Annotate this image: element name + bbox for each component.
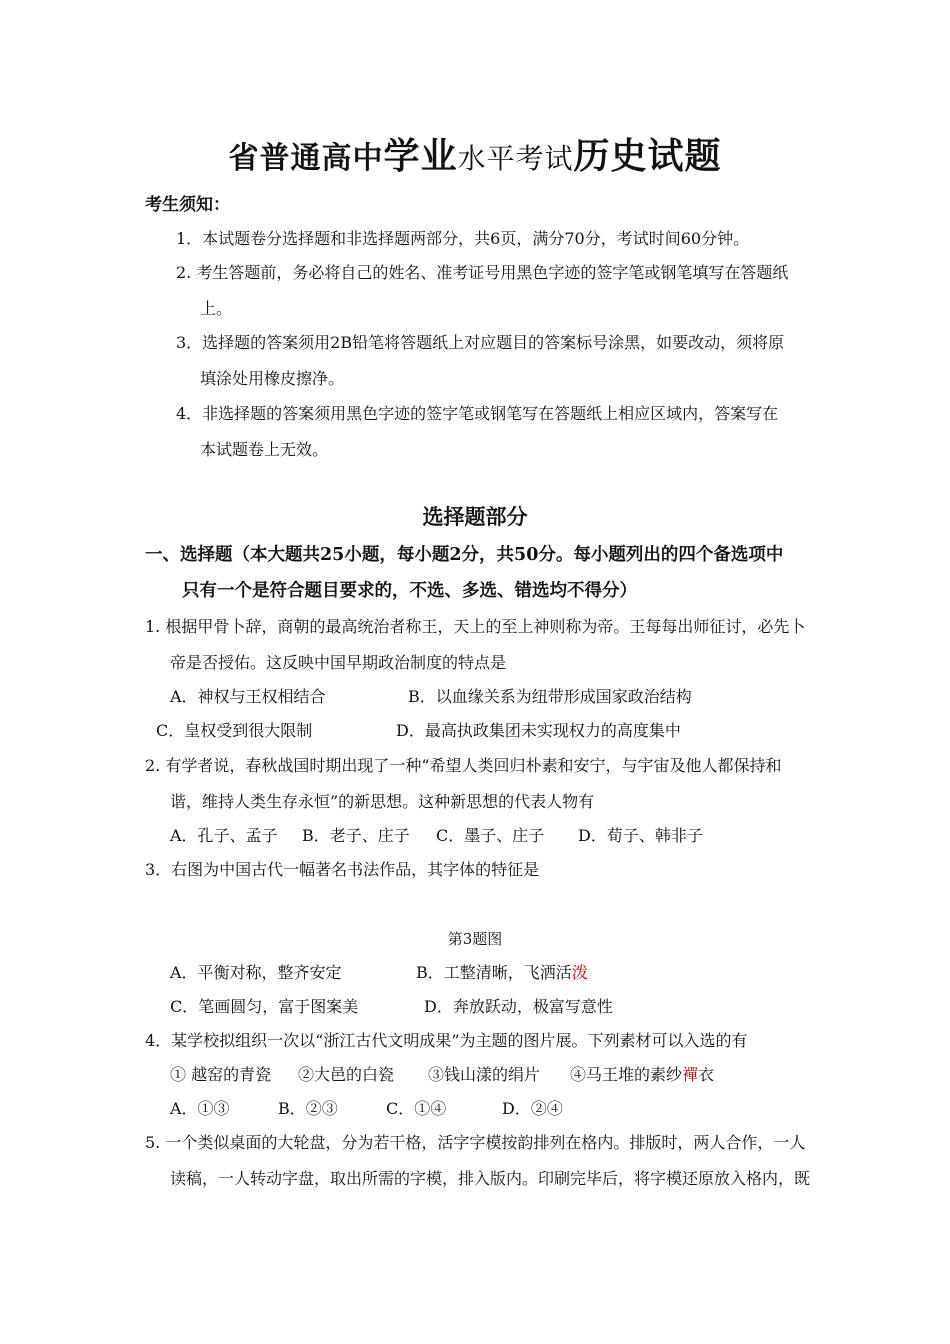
q4-item-2: ②大邑的白瓷	[298, 1065, 395, 1084]
notice-item: 1．本试题卷分选择题和非选择题两部分，共6页，满分70分，考试时间60分钟。	[176, 229, 750, 248]
q3-option-d: D．奔放跃动，极富写意性	[424, 997, 613, 1016]
notice-item: 填涂处用橡皮擦净。	[200, 369, 345, 388]
q2-stem-line-2: 谐，维持人类生存永恒”的新思想。这种新思想的代表人物有	[170, 792, 595, 811]
q1-option-b: B．以血缘关系为纽带形成国家政治结构	[408, 687, 692, 706]
notice-heading: 考生须知：	[145, 195, 230, 215]
section-instructions-line-1: 一、选择题（本大题共25小题，每小题2分，共50分。每小题列出的四个备选项中	[145, 545, 784, 565]
notice-item: 4．非选择题的答案须用黑色字迹的签字笔或钢笔写在答题纸上相应区域内，答案写在	[176, 404, 779, 423]
q2-option-a: A．孔子、孟子	[170, 826, 278, 845]
title-part-3: 水平考试	[457, 142, 574, 175]
q4-item-1: ① 越窑的青瓷	[170, 1065, 272, 1084]
q3-figure-caption: 第3题图	[447, 930, 503, 948]
q4-option-c: C．①④	[386, 1099, 447, 1118]
q3-option-c: C．笔画圆匀，富于图案美	[170, 997, 359, 1016]
q3-option-b-text: B．工整清晰，飞洒活	[416, 963, 572, 982]
q4-item-4-highlight: 襌	[682, 1065, 699, 1084]
q1-option-d: D．最高执政集团未实现权力的高度集中	[396, 721, 681, 740]
q1-option-c: C．皇权受到很大限制	[156, 721, 313, 740]
title-part-4: 历史试题	[573, 135, 722, 177]
notice-item: 2. 考生答题前，务必将自己的姓名、准考证号用黑色字迹的签字笔或钢笔填写在答题纸	[176, 263, 789, 282]
title-part-1: 省普通高中	[228, 141, 384, 176]
q2-option-d: D．荀子、韩非子	[578, 826, 703, 845]
q3-stem: 3．右图为中国古代一幅著名书法作品，其字体的特征是	[145, 860, 540, 879]
notice-item: 本试题卷上无效。	[200, 440, 329, 459]
section-instructions-line-2: 只有一个是符合题目要求的，不选、多选、错选均不得分）	[182, 581, 637, 601]
title-part-2: 学业	[383, 135, 458, 177]
page-title	[0, 128, 950, 179]
q3-option-b-highlight: 泼	[571, 963, 588, 982]
q4-stem: 4．某学校拟组织一次以“浙江古代文明成果”为主题的图片展。下列素材可以入选的有	[145, 1031, 748, 1050]
q4-item-3: ③钱山漾的绢片	[428, 1065, 541, 1084]
q4-option-d: D．②④	[502, 1099, 563, 1118]
section-title: 选择题部分	[422, 504, 528, 529]
q5-stem-line-1: 5. 一个类似桌面的大轮盘，分为若干格，活字字模按韵排列在格内。排版时，两人合作，一人	[145, 1133, 806, 1152]
q5-stem-line-2: 读稿，一人转动字盘，取出所需的字模，排入版内。印刷完毕后，将字模还原放入格内，既	[170, 1169, 811, 1188]
q2-option-c: C．墨子、庄子	[436, 826, 545, 845]
q1-stem-line-1: 1. 根据甲骨卜辞，商朝的最高统治者称王，天上的至上神则称为帝。王每每出师征讨，必先卜	[145, 617, 806, 636]
q1-option-a: A．神权与王权相结合	[170, 687, 326, 706]
q4-item-4-end: 衣	[698, 1065, 715, 1084]
q3-option-b	[416, 962, 588, 984]
q4-item-4-text: ④马王堆的素纱	[570, 1065, 683, 1084]
notice-item: 上。	[200, 299, 233, 318]
q1-stem-line-2: 帝是否授佑。这反映中国早期政治制度的特点是	[170, 653, 507, 672]
q2-option-b: B．老子、庄子	[302, 826, 410, 845]
q4-item-4	[570, 1064, 714, 1086]
q4-option-a: A．①③	[170, 1099, 230, 1118]
notice-item: 3．选择题的答案须用2B铅笔将答题纸上对应题目的答案标号涂黑，如要改动，须将原	[176, 333, 785, 352]
q2-stem-line-1: 2. 有学者说，春秋战国时期出现了一种“希望人类回归朴素和安宁，与宇宙及他人都保持和	[145, 756, 782, 775]
q3-option-a: A．平衡对称，整齐安定	[170, 963, 342, 982]
q4-option-b: B．②③	[278, 1099, 338, 1118]
